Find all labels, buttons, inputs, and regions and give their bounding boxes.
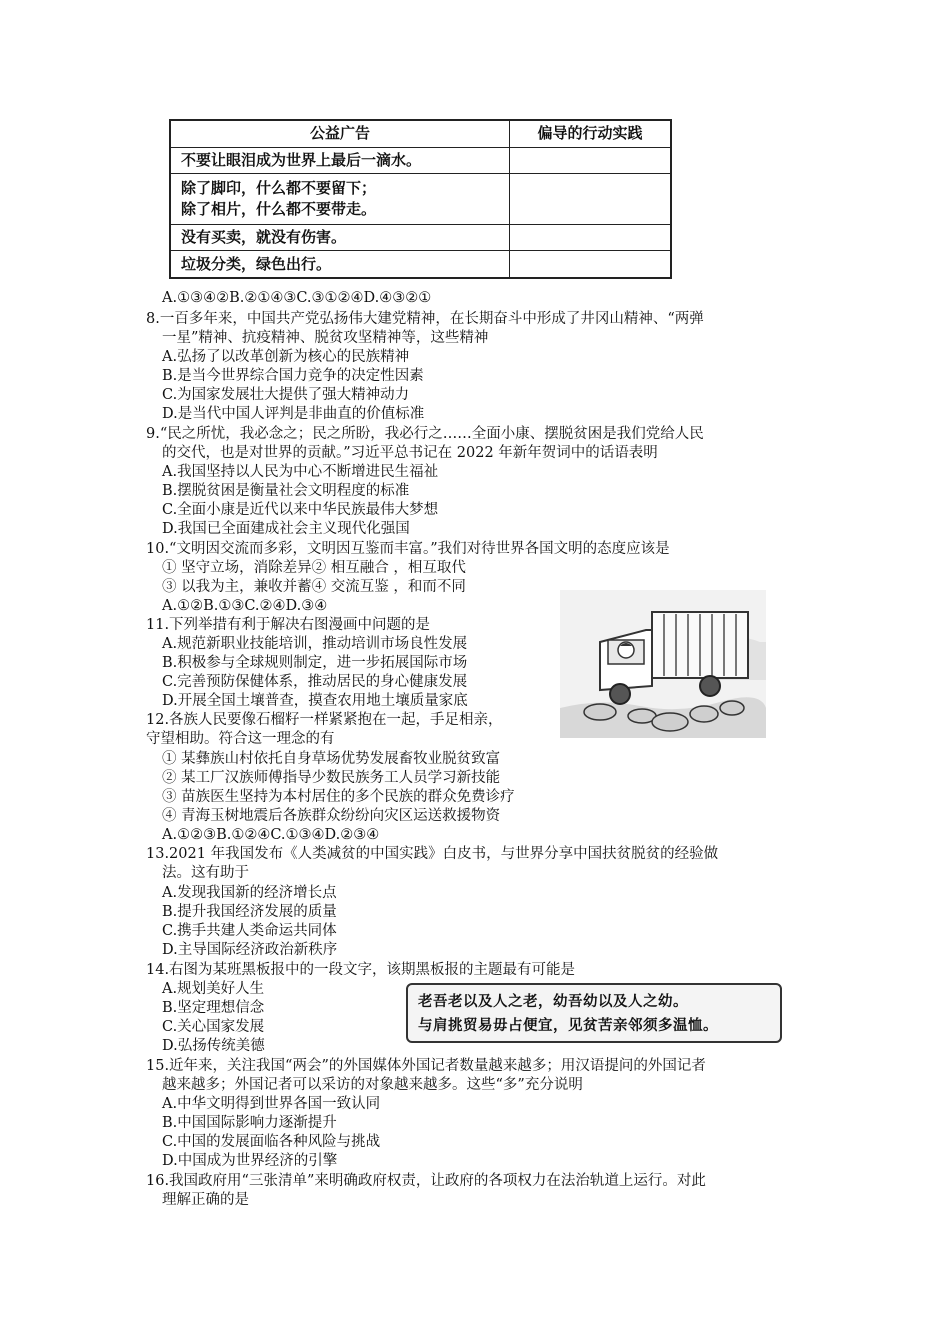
q12-stem: 守望相助。符合这一理念的有	[146, 731, 335, 747]
q15-option-d: D.中国成为世界经济的引擎	[162, 1153, 338, 1169]
q8-stem: 一星”精神、抗疫精神、脱贫攻坚精神等，这些精神	[162, 330, 489, 346]
q14-option-a: A.规划美好人生	[162, 981, 265, 997]
table-row	[170, 224, 671, 251]
table-cell-ad	[170, 174, 510, 224]
q13-option-a: A.发现我国新的经济增长点	[162, 885, 337, 901]
q11-option-c: C.完善预防保健体系，推动居民的身心健康发展	[162, 674, 468, 690]
q7-options: A.①③④②B.②①④③C.③①②④D.④③②①	[162, 290, 432, 306]
q15-stem: 越来越多；外国记者可以采访的对象越来越多。这些“多”充分说明	[162, 1077, 583, 1093]
q14-option-c: C.关心国家发展	[162, 1019, 265, 1035]
table-cell-blank	[510, 147, 672, 174]
q13-option-b: B.提升我国经济发展的质量	[162, 904, 337, 920]
q15-stem: 15.近年来，关注我国“两会”的外国媒体外国记者数量越来越多；用汉语提问的外国记者	[146, 1058, 706, 1074]
q8-option-d: D.是当代中国人评判是非曲直的价值标准	[162, 406, 425, 422]
table-cell-ad: 没有买卖，就没有伤害。	[170, 224, 510, 251]
q9-option-d: D.我国已全面建成社会主义现代化强国	[162, 521, 410, 537]
q12-item: ③ 苗族医生坚持为本村居住的多个民族的群众免费诊疗	[162, 789, 515, 805]
table-row	[170, 251, 671, 278]
q13-option-c: C.携手共建人类命运共同体	[162, 923, 337, 939]
q11-option-d: D.开展全国土壤普查，摸查农用地土壤质量家底	[162, 693, 468, 709]
table-cell-blank	[510, 251, 672, 278]
q8-option-b: B.是当今世界综合国力竞争的决定性因素	[162, 368, 424, 384]
q8-stem: 8.一百多年来，中国共产党弘扬伟大建党精神，在长期奋斗中形成了井冈山精神、“两弹	[146, 311, 704, 327]
q9-stem: 的交代，也是对世界的贡献。”习近平总书记在 2022 年新年贺词中的话语表明	[162, 445, 658, 461]
table-cell-line: 除了脚印，什么都不要留下；	[181, 178, 377, 197]
q9-option-c: C.全面小康是近代以来中华民族最伟大梦想	[162, 502, 439, 518]
q12-item: ④ 青海玉树地震后各族群众纷纷向灾区运送救援物资	[162, 808, 501, 824]
q11-stem: 11.下列举措有利于解决右图漫画中问题的是	[146, 617, 431, 633]
q14-option-d: D.弘扬传统美德	[162, 1038, 265, 1054]
table-header-ad: 公益广告	[170, 120, 510, 147]
q9-option-b: B.摆脱贫困是衡量社会文明程度的标准	[162, 483, 410, 499]
q9-stem: 9.“民之所忧，我必念之；民之所盼，我必行之……全面小康、摆脱贫困是我们党给人民	[146, 426, 704, 442]
q10-item: ③ 以我为主，兼收并蓄④ 交流互鉴 ，和而不同	[162, 579, 466, 595]
q11-option-a: A.规范新职业技能培训，推动培训市场良性发展	[162, 636, 468, 652]
table-cell-ad: 不要让眼泪成为世界上最后一滴水。	[170, 147, 510, 174]
q13-stem: 13.2021 年我国发布《人类减贫的中国实践》白皮书，与世界分享中国扶贫脱贫的经验做	[146, 846, 719, 862]
q15-option-a: A.中华文明得到世界各国一致认同	[162, 1096, 381, 1112]
q10-stem: 10.“文明因交流而多彩，文明因互鉴而丰富。”我们对待世界各国文明的态度应该是	[146, 541, 670, 557]
q8-option-a: A.弘扬了以改革创新为核心的民族精神	[162, 349, 410, 365]
table-row	[170, 174, 671, 224]
q12-item: ② 某工厂汉族师傅指导少数民族务工人员学习新技能	[162, 770, 501, 786]
blackboard-line: 与肩挑贸易毋占便宜，见贫苦亲邻须多温恤。	[418, 1018, 718, 1034]
q8-option-c: C.为国家发展壮大提供了强大精神动力	[162, 387, 410, 403]
table-header-row	[170, 120, 671, 147]
q12-stem: 12.各族人民要像石榴籽一样紧紧抱在一起，手足相亲，	[146, 712, 503, 728]
q10-item: ① 坚守立场，消除差异② 相互融合 ，相互取代	[162, 560, 466, 576]
q15-option-b: B.中国国际影响力逐渐提升	[162, 1115, 337, 1131]
q16-stem: 16.我国政府用“三张清单”来明确政府权责，让政府的各项权力在法治轨道上运行。对此	[146, 1173, 706, 1189]
table-row	[170, 147, 671, 174]
q14-option-b: B.坚定理想信念	[162, 1000, 265, 1016]
table-cell-blank	[510, 224, 672, 251]
q16-stem: 理解正确的是	[162, 1192, 249, 1208]
blackboard-line: 老吾老以及人之老，幼吾幼以及人之幼。	[418, 994, 688, 1010]
q13-option-d: D.主导国际经济政治新秩序	[162, 942, 338, 958]
blackboard-text-box	[406, 983, 782, 1043]
table-header-practice: 偏导的行动实践	[510, 120, 672, 147]
truck-cartoon-image	[560, 590, 766, 738]
q12-item: ① 某彝族山村依托自身草场优势发展畜牧业脱贫致富	[162, 751, 501, 767]
q9-option-a: A.我国坚持以人民为中心不断增进民生福祉	[162, 464, 439, 480]
q14-stem: 14.右图为某班黑板报中的一段文字，该期黑板报的主题最有可能是	[146, 962, 576, 978]
table-cell-line: 除了相片，什么都不要带走。	[181, 199, 377, 218]
q15-option-c: C.中国的发展面临各种风险与挑战	[162, 1134, 381, 1150]
q12-options: A.①②③B.①②④C.①③④D.②③④	[162, 827, 380, 843]
q13-stem: 法。这有助于	[162, 865, 249, 881]
q10-options: A.①②B.①③C.②④D.③④	[162, 598, 328, 614]
table-cell-blank	[510, 174, 672, 224]
q11-option-b: B.积极参与全球规则制定，进一步拓展国际市场	[162, 655, 468, 671]
public-ad-table	[169, 119, 672, 279]
table-cell-ad: 垃圾分类，绿色出行。	[170, 251, 510, 278]
